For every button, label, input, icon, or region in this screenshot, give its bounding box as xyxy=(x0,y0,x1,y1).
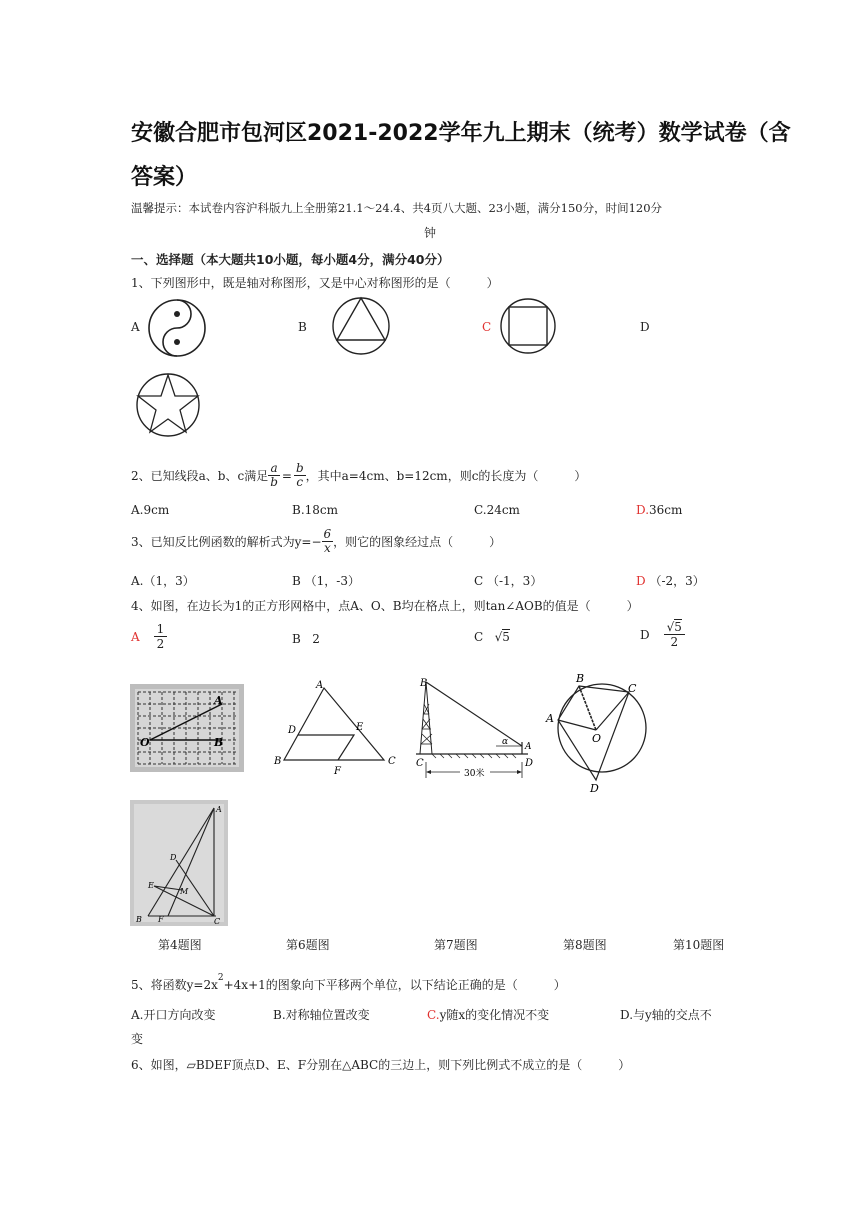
caption-fig8: 第8题图 xyxy=(563,938,607,952)
q1-option-b-label: B xyxy=(298,320,307,334)
circle-with-triangle-icon xyxy=(330,296,392,356)
svg-text:E: E xyxy=(148,881,154,890)
svg-text:A: A xyxy=(316,680,324,691)
document-title-line2: 答案） xyxy=(131,165,198,190)
fraction-6-over-x: $\frac{6}{x}$ xyxy=(323,527,332,555)
q3-option-b: B （1，-3） xyxy=(292,574,360,588)
question-6-text: 6、如图，▱BDEF顶点D、E、F分别在△ABC的三边上，则下列比例式不成立的是（ ） xyxy=(131,1058,631,1072)
q1-option-c-label: C xyxy=(482,320,492,334)
svg-text:D: D xyxy=(590,782,599,795)
q5-option-d: D.与y轴的交点不 xyxy=(620,1008,712,1022)
svg-text:B: B xyxy=(214,736,224,749)
question-5-text: 5、将函数$y=2x^2+4x+1$的图象向下平移两个单位，以下结论正确的是（ ） xyxy=(131,973,566,992)
circle-with-star-icon xyxy=(130,372,206,438)
q3-option-d: D （-2，3） xyxy=(636,574,705,588)
circle-with-square-icon xyxy=(498,296,558,356)
svg-text:A: A xyxy=(525,742,532,752)
caption-fig4: 第4题图 xyxy=(158,938,202,952)
taiji-circle-icon xyxy=(144,298,210,358)
tip-line2: 钟 xyxy=(424,226,437,240)
svg-text:F: F xyxy=(334,766,341,777)
q5-option-b: B.对称轴位置改变 xyxy=(273,1008,370,1022)
svg-text:B: B xyxy=(136,915,142,924)
q2-option-a: A.9cm xyxy=(131,503,170,517)
svg-text:B: B xyxy=(420,678,428,689)
q3-option-c: C （-1，3） xyxy=(474,574,543,588)
svg-text:α: α xyxy=(502,737,509,747)
q1-option-a-label: A xyxy=(131,320,140,334)
svg-text:D: D xyxy=(170,853,177,862)
figure-10-triangle xyxy=(130,800,228,926)
svg-text:A: A xyxy=(216,805,222,814)
svg-text:D: D xyxy=(288,725,297,736)
svg-text:B: B xyxy=(274,756,282,767)
svg-text:E: E xyxy=(356,722,364,733)
svg-text:30米: 30米 xyxy=(464,769,485,779)
svg-text:D: D xyxy=(525,758,534,769)
q5-option-c: C.y随x的变化情况不变 xyxy=(427,1008,550,1022)
tip-line1: 温馨提示：本试卷内容沪科版九上全册第21.1～24.4、共4页八大题、23小题，满分150分，时间120分 xyxy=(131,201,663,215)
section-heading-choice: 一、选择题（本大题共10小题，每小题4分，满分40分） xyxy=(131,252,450,267)
svg-text:C: C xyxy=(416,758,424,769)
svg-text:O: O xyxy=(140,736,150,749)
svg-text:B: B xyxy=(576,672,585,685)
fraction-b-over-c: $\frac{b}{c}$ xyxy=(295,461,304,489)
figure-8-circle xyxy=(544,672,652,796)
fraction-a-over-b: $\frac{a}{b}$ xyxy=(270,461,278,489)
svg-text:M: M xyxy=(180,887,189,896)
figure-4-grid xyxy=(130,684,244,772)
q2-option-d: D.36cm xyxy=(636,503,683,517)
svg-text:A: A xyxy=(546,712,554,725)
q4-option-b: B 2 xyxy=(292,632,320,646)
caption-fig7: 第7题图 xyxy=(434,938,478,952)
svg-text:C: C xyxy=(628,682,637,695)
q3-option-a: A.（1，3） xyxy=(131,574,195,588)
svg-text:C: C xyxy=(214,917,221,926)
q1-option-d-label: D xyxy=(640,320,650,334)
q2-option-c: C.24cm xyxy=(474,503,520,517)
svg-text:A: A xyxy=(214,694,223,707)
q2-option-b: B.18cm xyxy=(292,503,339,517)
question-3-text: 3、已知反比例函数的解析式为y=− $\frac{6}{x}$ ，则它的图象经过点（ ） xyxy=(131,527,502,555)
q4-option-c: C √5 xyxy=(474,630,510,644)
q4-option-d: D $\frac{√5}{2}$ xyxy=(640,620,685,649)
figure-7-tower xyxy=(412,674,540,784)
q4-option-a: A $\frac{1}{2}$ xyxy=(131,622,167,651)
question-1-text: 1、下列图形中，既是轴对称图形，又是中心对称图形的是（ ） xyxy=(131,276,499,290)
q5-option-a: A.开口方向改变 xyxy=(131,1008,216,1022)
svg-text:C: C xyxy=(388,756,396,767)
caption-fig10: 第10题图 xyxy=(673,938,725,952)
figure-6-triangle xyxy=(270,678,400,778)
question-4-text: 4、如图，在边长为1的正方形网格中，点A、O、B均在格点上，则tan∠AOB的值是（ ） xyxy=(131,599,639,613)
question-2-text: 2、已知线段a、b、c满足 $\frac{a}{b}$ = $\frac{b}{c}$ ，其中a=4cm、b=12cm，则c的长度为（ ） xyxy=(131,461,587,489)
caption-fig6: 第6题图 xyxy=(286,938,330,952)
q5-option-d-wrap: 变 xyxy=(131,1032,144,1046)
svg-text:F: F xyxy=(158,915,164,924)
svg-text:O: O xyxy=(592,732,602,745)
document-title-line1: 安徽合肥市包河区2021-2022学年九上期末（统考）数学试卷（含 xyxy=(131,121,791,146)
